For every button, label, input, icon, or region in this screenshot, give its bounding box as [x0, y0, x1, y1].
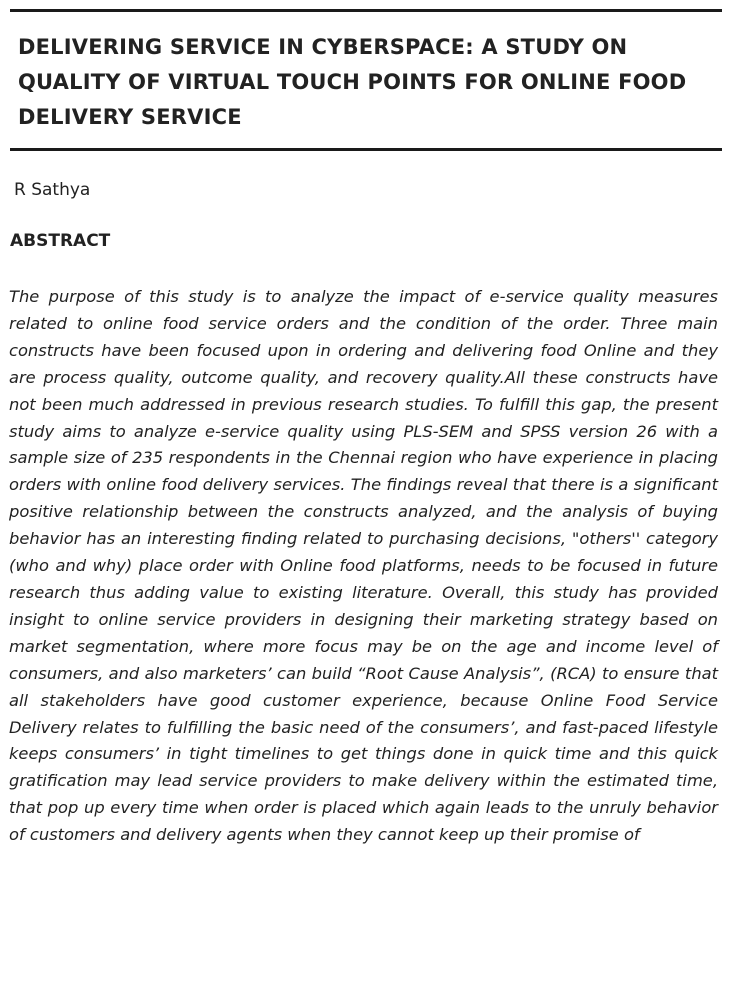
- title-bottom-rule: [10, 148, 722, 151]
- author-name: R Sathya: [14, 180, 91, 200]
- abstract-heading: ABSTRACT: [10, 231, 111, 251]
- abstract-body: The purpose of this study is to analyze the impact of e-service quality measures related to online food service orders and the condition of the order. Three main constructs have been focused upon in ordering and delivering food Online and they are process quality, outcome quality, and recovery quality.All these constructs have not been much addressed in previous research studies. To fulfill this gap, the present study aims to analyze e-service quality using PLS-SEM and SPSS version 26 with a sample size of 235 respondents in the Chennai region who have experience in placing orders with online food delivery services. The findings reveal that there is a significant positive relationship between the constructs analyzed, and the analysis of buying behavior has an interesting finding related to purchasing decisions, "others'' category (who and why) place order with Online food platforms, needs to be focused in future research thus adding value to existing literature. Overall, this study has provided insight to online service providers in designing their marketing strategy based on market segmentation, where more focus may be on the age and income level of consumers, and also marketers’ can build “Root Cause Analysis”, (RCA) to ensure that all stakeholders have good customer experience, because Online Food Service Delivery relates to fulfilling the basic need of the consumers’, and fast-paced lifestyle keeps consumers’ in tight timelines to get things done in quick time and this quick gratification may lead service providers to make delivery within the estimated time, that pop up every time when order is placed which again leads to the unruly behavior of customers and delivery agents when they cannot keep up their promise of: [9, 287, 718, 845]
- paper-title: DELIVERING SERVICE IN CYBERSPACE: A STUDY ON QUALITY OF VIRTUAL TOUCH POINTS FOR ONLINE FOOD DELIVERY SERVICE: [18, 35, 687, 129]
- title-top-rule: [10, 9, 722, 12]
